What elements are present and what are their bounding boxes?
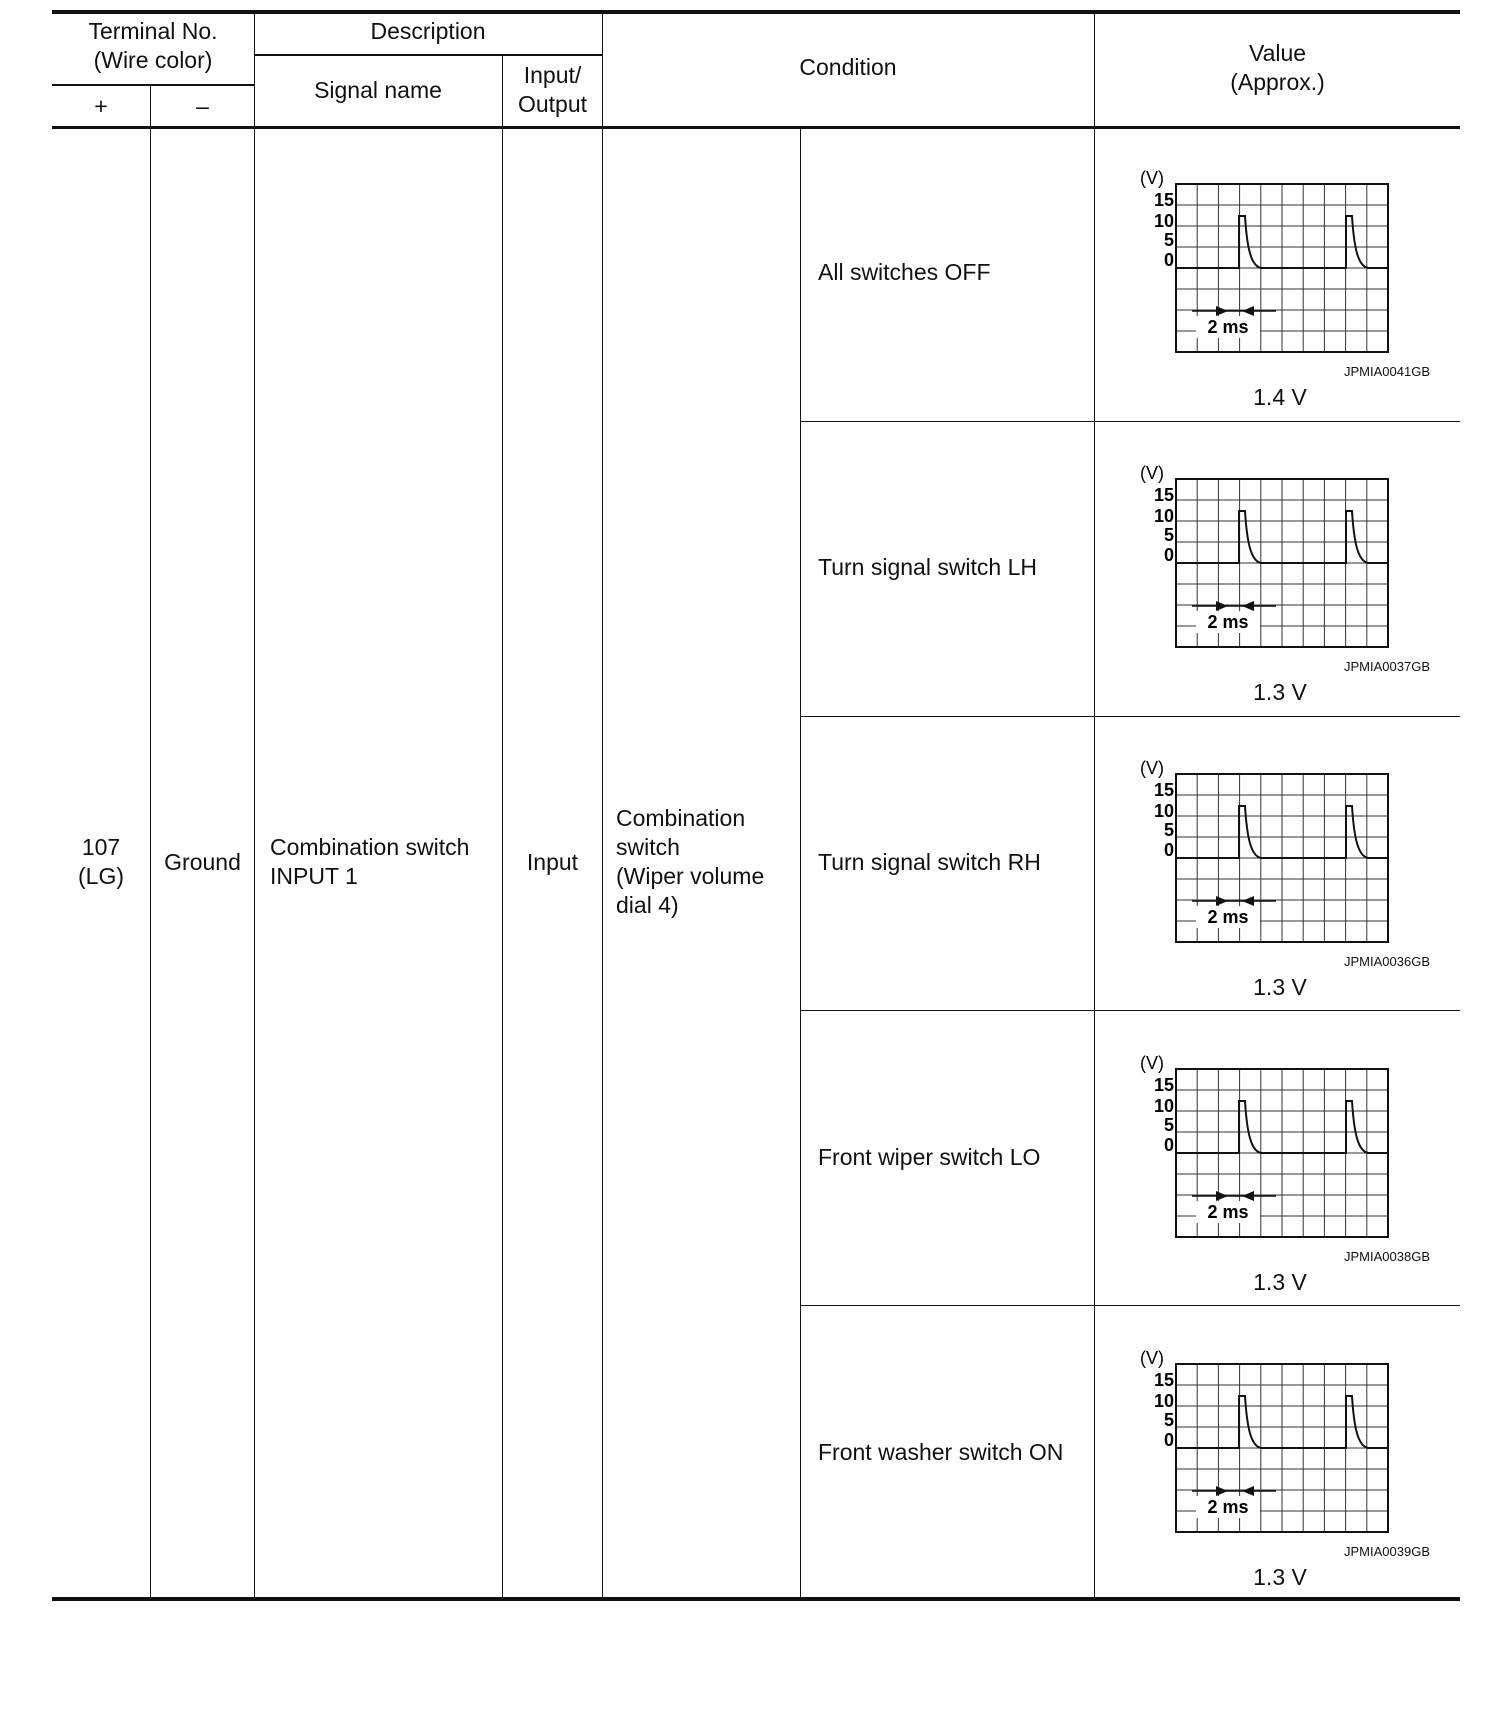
figure-code: JPMIA0039GB [1344,1544,1430,1559]
header-input-output-2: Output [517,91,588,117]
header-plus: + [94,93,108,119]
tick-label: 15 [1153,190,1174,210]
col-divider-condition-sub [800,128,801,1598]
description-subheader-rule [254,54,602,56]
row-divider-2 [800,716,1460,717]
time-marker-arrow [1216,1191,1228,1201]
time-division-label: 2 ms [1207,612,1249,632]
time-marker-arrow [1216,601,1228,611]
condition-main-line-2: switch [616,834,680,860]
col-divider-condition-value [1094,14,1095,1598]
tick-label: 0 [1163,250,1174,270]
tick-label: 15 [1153,1075,1174,1095]
time-marker-arrow [1242,306,1254,316]
voltage-value: 1.4 V [1253,384,1307,410]
header-input-output-1: Input/ [523,62,582,88]
figure-code: JPMIA0041GB [1344,364,1430,379]
time-marker-arrow [1216,1486,1228,1496]
terminal-plus-wire-color: (LG) [78,863,124,889]
tick-label: 5 [1163,230,1174,250]
tick-label: 15 [1153,1370,1174,1390]
terminal-subheader-rule [52,84,254,86]
time-division-label: 2 ms [1207,1202,1249,1222]
tick-label: 5 [1163,1410,1174,1430]
unit-label: (V) [1140,1350,1164,1368]
unit-label: (V) [1140,465,1164,483]
time-marker-arrow [1216,306,1228,316]
time-division-label: 2 ms [1207,1497,1249,1517]
tick-label: 5 [1163,525,1174,545]
terminal-plus-number: 107 [81,834,121,860]
header-terminal-no: Terminal No. [88,18,218,44]
col-divider-signal-io [502,54,503,1598]
time-marker-arrow [1216,896,1228,906]
unit-label: (V) [1140,1055,1164,1073]
header-bottom-rule [52,126,1460,129]
header-value-2: (Approx.) [1230,69,1325,95]
signal-name-line-2: INPUT 1 [270,863,358,889]
io-value: Input [526,849,579,875]
condition-label: Turn signal switch RH [818,849,1041,875]
header-condition: Condition [799,54,897,80]
table-top-rule [52,10,1460,14]
tick-label: 15 [1153,485,1174,505]
header-signal-name: Signal name [314,77,442,103]
col-divider-desc-condition [602,14,603,1598]
voltage-value: 1.3 V [1253,1269,1307,1295]
time-marker-arrow [1242,896,1254,906]
voltage-value: 1.3 V [1253,1564,1307,1590]
figure-code: JPMIA0037GB [1344,659,1430,674]
condition-label: Turn signal switch LH [818,554,1038,580]
header-wire-color: (Wire color) [93,47,213,73]
unit-label: (V) [1140,170,1164,188]
condition-label: Front wiper switch LO [818,1144,1041,1170]
tick-label: 10 [1153,801,1174,821]
tick-label: 10 [1153,506,1174,526]
figure-code: JPMIA0038GB [1344,1249,1430,1264]
signal-name-line-1: Combination switch [270,834,470,860]
row-divider-4 [800,1305,1460,1306]
figure-code: JPMIA0036GB [1344,954,1430,969]
header-value-1: Value [1248,40,1307,66]
condition-main-line-1: Combination [616,805,746,831]
row-divider-3 [800,1010,1460,1011]
voltage-value: 1.3 V [1253,974,1307,1000]
condition-label: All switches OFF [818,259,991,285]
row-divider-1 [800,421,1460,422]
col-divider-terminal-desc [254,14,255,1598]
tick-label: 0 [1163,545,1174,565]
time-marker-arrow [1242,1191,1254,1201]
tick-label: 5 [1163,820,1174,840]
tick-label: 10 [1153,1391,1174,1411]
unit-label: (V) [1140,760,1164,778]
col-divider-plus-minus [150,84,151,1598]
condition-main-line-4: dial 4) [616,892,679,918]
tick-label: 0 [1163,1135,1174,1155]
header-minus: – [196,93,209,119]
tick-label: 15 [1153,780,1174,800]
tick-label: 10 [1153,1096,1174,1116]
condition-main-line-3: (Wiper volume [616,863,765,889]
time-division-label: 2 ms [1207,317,1249,337]
voltage-value: 1.3 V [1253,679,1307,705]
tick-label: 0 [1163,840,1174,860]
condition-label: Front washer switch ON [818,1439,1064,1465]
tick-label: 5 [1163,1115,1174,1135]
time-marker-arrow [1242,601,1254,611]
tick-label: 10 [1153,211,1174,231]
time-marker-arrow [1242,1486,1254,1496]
header-description: Description [370,18,486,44]
table-bottom-rule [52,1597,1460,1601]
time-division-label: 2 ms [1207,907,1249,927]
tick-label: 0 [1163,1430,1174,1450]
terminal-minus: Ground [164,849,241,875]
